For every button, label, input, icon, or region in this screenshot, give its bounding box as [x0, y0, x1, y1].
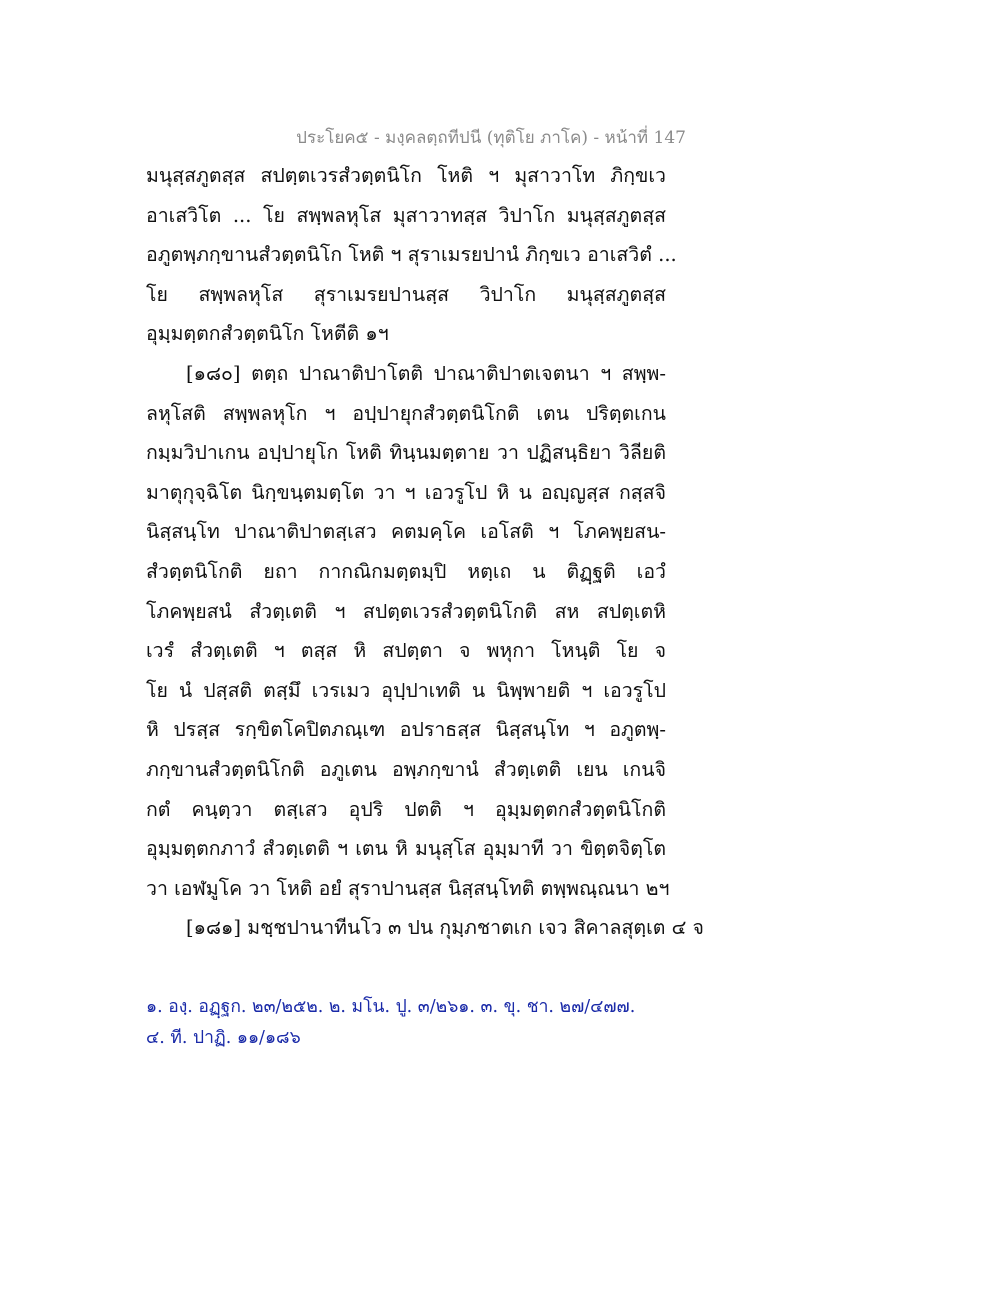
- text-line: กมฺมวิปาเกน อปฺปายุโก โหติ ทินฺนมตฺตาย วา ปฏิสนฺธิยา วิลียติ: [146, 441, 666, 465]
- text-line: นิสฺสนฺโท ปาณาติปาตสฺเสว คตมคฺโค เอโสติ ฯ โภคพฺยสน-: [146, 520, 666, 544]
- text-line: มนุสฺสภูตสฺส สปตฺตเวรสํวตฺตนิโก โหติ ฯ มุสาวาโท ภิกฺขเว: [146, 164, 666, 187]
- text-line: โย นํ ปสฺสติ ตสฺมึ เวรเมว อุปฺปาเทติ น นิพฺพายติ ฯ เอวรูโป: [146, 678, 666, 702]
- footnote-line: ๔. ที. ปาฏิ. ๑๑/๑๘๖: [146, 1028, 301, 1048]
- paragraph-180-start: [๑๘๐] ตตฺถ ปาณาติปาโตติ ปาณาติปาตเจตนา ฯ สพฺพ-: [186, 361, 666, 385]
- text-line: ลหุโสติ สพฺพลหุโก ฯ อปฺปายุกสํวตฺตนิโกติ เตน ปริตฺตเกน: [146, 401, 666, 425]
- text-line: สํวตฺตนิโกติ ยถา กากณิกมตฺตมฺปิ หตฺเถ น ติฏฺฐติ เอวํ: [146, 559, 666, 583]
- text-line: โภคพฺยสนํ สํวตฺเตติ ฯ สปตฺตเวรสํวตฺตนิโกติ สห สปตฺเตหิ: [146, 599, 666, 623]
- footnotes: [146, 992, 666, 1054]
- text-line: ภกฺขานสํวตฺตนิโกติ อภูเตน อพฺภกฺขานํ สํวตฺเตติ เยน เกนจิ: [146, 757, 666, 781]
- text-line: เวรํ สํวตฺเตติ ฯ ตสฺส หิ สปตฺตา จ พหุกา โหนฺติ โย จ: [146, 639, 666, 663]
- text-line: อุมฺมตฺตกภาวํ สํวตฺเตติ ฯ เตน หิ มนุสฺโส อุมฺมาที วา ขิตฺตจิตฺโต: [146, 837, 666, 861]
- text-line: โย สพฺพลหุโส สุราเมรยปานสฺส วิปาโก มนุสฺสภูตสฺส: [146, 282, 666, 306]
- running-head: ประโยค๕ - มงฺคลตฺถทีปนี (ทุติโย ภาโค) - หน้าที่ 147: [296, 128, 686, 148]
- paragraph-181-start: [๑๘๑] มชฺชปานาทีนโว ๓ ปน กุมฺภชาตเก เจว สิคาลสุตฺเต ๔ จ: [186, 916, 704, 940]
- text-line: กตํ คนฺตฺวา ตสฺเสว อุปริ ปตติ ฯ อุมฺมตฺตกสํวตฺตนิโกติ: [146, 797, 666, 821]
- text-line: วา เอฬมูโค วา โหติ อยํ สุราปานสฺส นิสฺสนฺโทติ ตพฺพณฺณนา ๒ฯ: [146, 876, 670, 900]
- text-line: มาตุกุจฺฉิโต นิกฺขนฺตมตฺโต วา ฯ เอวรูโป หิ น อญฺญสฺส กสฺสจิ: [146, 480, 666, 504]
- text-line: อภูตพฺภกฺขานสํวตฺตนิโก โหติ ฯ สุราเมรยปานํ ภิกฺขเว อาเสวิตํ ...: [146, 243, 677, 267]
- text-line: หิ ปรสฺส รกฺขิตโคปิตภณฺเฑ อปราธสฺส นิสฺสนฺโท ฯ อภูตพฺ-: [146, 718, 666, 742]
- main-text: [146, 156, 704, 948]
- text-line: อาเสวิโต ... โย สพฺพลหุโส มุสาวาทสฺส วิปาโก มนุสฺสภูตสฺส: [146, 203, 666, 227]
- footnote-line: ๑. องฺ. อฏฺฐก. ๒๓/๒๕๒. ๒. มโน. ปู. ๓/๒๖๑. ๓. ขุ. ชา. ๒๗/๔๗๗.: [146, 997, 636, 1017]
- text-line: อุมฺมตฺตกสํวตฺตนิโก โหตีติ ๑ฯ: [146, 322, 389, 346]
